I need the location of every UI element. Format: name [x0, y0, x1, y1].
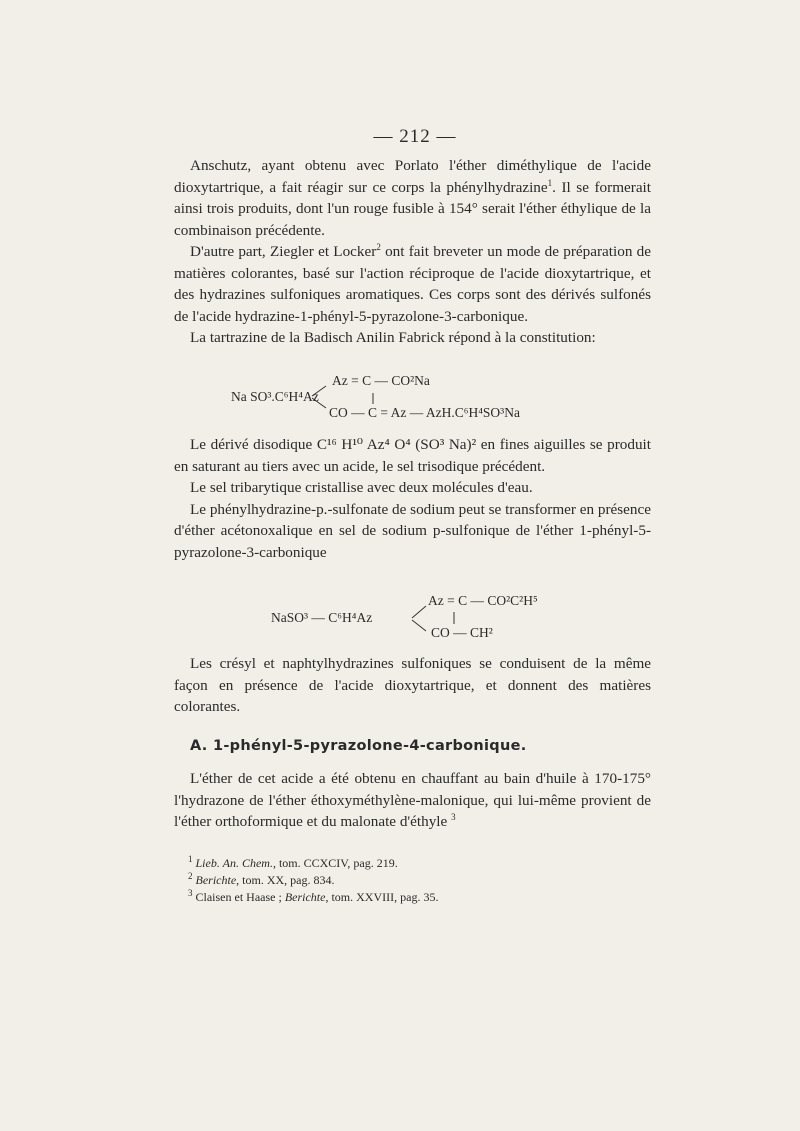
text-block-3 [174, 653, 651, 718]
paragraph-text: ont fait breveter un mode de préparation de matières colorantes, basé sur l'action réciproque de l'acide dioxytartrique, et des hydrazines sulfoniques aromatiques. Ces corps sont des dérivés sulfonés de l'acide hydrazine-1-phényl-5-pyrazolone-3-carbonique. [174, 243, 652, 325]
footnote-text: Claisen et Haase ; [195, 890, 285, 904]
footnote-3 [188, 889, 648, 906]
footnote-ref: 2 [376, 241, 381, 252]
paragraph-text: Anschutz, ayant obtenu avec Porlato l'éther diméthylique de l'acide dioxytartrique, a fait réagir sur ce corps la phénylhydrazine [174, 157, 651, 196]
footnote-text: , tom. XX, pag. 834. [236, 873, 335, 887]
footnote-text: , tom. XXVIII, pag. 35. [325, 890, 439, 904]
footnote-2 [188, 872, 648, 889]
footnote-text: , tom. CCXCIV, pag. 219. [272, 856, 398, 870]
paragraph-sel-tribarytique: Le sel tribarytique cristallise avec deux molécules d'eau. [190, 479, 533, 496]
paragraph-text: . Il se formerait ainsi trois produits, dont l'un rouge fusible à 154° serait l'éther éthylique de la combinaison précédente. [174, 178, 651, 239]
paragraph-ether [174, 768, 651, 833]
paragraph-phenylhydrazine: Le phénylhydrazine-p.-sulfonate de sodium peut se transformer en présence d'éther acétonoxalique en sel de sodium p-sulfonique de l'éther 1-phényl-5-pyrazolone-3-carbonique [174, 500, 651, 561]
paragraph-tartrazine: La tartrazine de la Badisch Anilin Fabrick répond à la constitution: [190, 329, 596, 346]
formula-top-chain: Az = C — CO²Na [332, 373, 430, 388]
paragraph-cresyl: Les crésyl et naphtylhydrazines sulfoniques se conduisent de la même façon en présence de l'acide dioxytartrique, et donnent des matières colorantes. [174, 655, 651, 715]
footnote-number: 1 [188, 854, 193, 864]
formula-top-chain: Az = C — CO²C²H⁵ [428, 593, 538, 608]
formula-left-group: Na SO³.C⁶H⁴Az [231, 389, 319, 404]
footnote-ref: 3 [451, 811, 456, 822]
paragraph-text: D'autre part, Ziegler et Locker [190, 243, 377, 260]
footnote-number: 2 [188, 871, 193, 881]
footnote-number: 3 [188, 888, 193, 898]
paragraph-text: L'éther de cet acide a été obtenu en chauffant au bain d'huile à 170-175° l'hydrazone de l'éther éthoxyméthylène-malonique, qui lui-même provient de l'éther orthoformique et du malonate d'éthyle [174, 770, 651, 830]
text-block-4 [174, 768, 651, 833]
footnote-source: Berichte [195, 873, 237, 887]
formula-bottom-chain: CO — C = Az — AzH.C⁶H⁴SO³Na [329, 405, 520, 420]
footnote-ref: 1 [547, 177, 553, 188]
footnote-source: Lieb. An. Chem. [195, 856, 273, 870]
footnote-source: Berichte [284, 890, 326, 904]
footnotes [188, 855, 648, 906]
section-heading: A. 1-phényl-5-pyrazolone-4-carbonique. [190, 738, 527, 754]
footnote-1 [188, 855, 648, 872]
formula-left-group: NaSO³ — C⁶H⁴Az [271, 610, 373, 625]
paragraph-derive-disodique: Le dérivé disodique C¹⁶ H¹⁰ Az⁴ O⁴ (SO³ Na)² en fines aiguilles se produit en saturant au tiers avec un acide, le sel trisodique précédent. [174, 436, 651, 475]
page-number: — 212 — [373, 126, 457, 147]
formula-bottom-chain: CO — CH² [431, 625, 493, 640]
